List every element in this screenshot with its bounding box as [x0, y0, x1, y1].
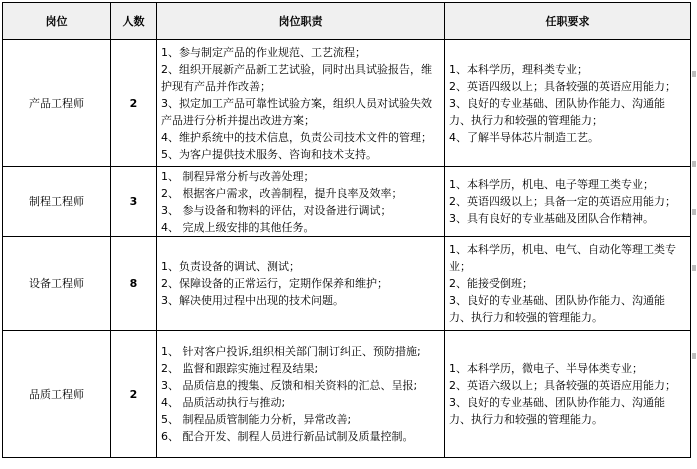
cell-resize-marker	[692, 209, 696, 215]
requirements-cell	[445, 331, 691, 458]
duty-item: 4、 品质活动执行与推动;	[161, 396, 286, 409]
requirement-item: 1、本科学历，理科类专业；	[449, 62, 588, 76]
duties-cell	[157, 167, 445, 237]
duty-item: 6、 配合开发、制程人员进行新品试制及质量控制。	[161, 430, 414, 443]
cell-resize-marker	[692, 353, 696, 359]
requirement-item: 3、良好的专业基础、团队协作能力、沟通能力、执行力和较强的管理能力。	[449, 396, 665, 426]
requirement-item: 1、本科学历，微电子、半导体类专业；	[449, 362, 643, 375]
table-row	[3, 331, 691, 458]
count-cell: 8	[111, 237, 157, 331]
header-requirements: 任职要求	[445, 3, 691, 40]
duty-item: 4、维护系统中的技术信息，负责公司技术文件的管理；	[161, 130, 432, 144]
duties-cell	[157, 237, 445, 331]
duty-item: 2、 监督和跟踪实施过程及结果;	[161, 362, 319, 375]
count-cell: 3	[111, 167, 157, 237]
requirement-item: 1、本科学历，机电、电气、自动化等理工类专业；	[449, 243, 676, 273]
header-position: 岗位	[3, 3, 111, 40]
duty-item: 2、 根据客户需求，改善制程，提升良率及效率；	[161, 186, 403, 200]
table-row	[3, 167, 691, 237]
position-cell: 品质工程师	[3, 331, 111, 458]
cell-resize-marker	[692, 161, 696, 167]
header-count: 人数	[111, 3, 157, 40]
position-cell: 产品工程师	[3, 40, 111, 167]
requirement-item: 3、良好的专业基础、团队协作能力、沟通能力、执行力和较强的管理能力。	[449, 294, 665, 324]
duty-item: 2、保障设备的正常运行，定期作保养和维护；	[161, 277, 388, 290]
requirement-item: 3、具有良好的专业基础及团队合作精神。	[449, 212, 654, 225]
requirement-item: 2、英语四级以上；具备一定的英语应用能力；	[449, 195, 676, 208]
requirement-item: 2、英语六级以上；具备较强的英语应用能力；	[449, 379, 676, 392]
duty-item: 5、 制程品质管制能力分析，异常改善;	[161, 413, 352, 426]
table-row	[3, 40, 691, 167]
requirements-cell	[445, 40, 691, 167]
requirement-item: 3、良好的专业基础、团队协作能力、沟通能力、执行力和较强的管理能力；	[449, 96, 665, 127]
duty-item: 2、组织开展新产品新工艺试验，同时出具试验报告，维护现有产品并作改善；	[161, 62, 432, 93]
duty-item: 3、解决使用过程中出现的技术问题。	[161, 294, 344, 307]
duties-cell	[157, 40, 445, 167]
header-duties: 岗位职责	[157, 3, 445, 40]
duty-item: 1、参与制定产品的作业规范、工艺流程；	[161, 45, 366, 59]
job-table	[2, 2, 691, 458]
table-row	[3, 237, 691, 331]
requirement-item: 2、能接受倒班；	[449, 277, 533, 290]
duty-item: 1、 针对客户投诉,组织相关部门制订纠正、预防措施;	[161, 345, 421, 358]
table-header-row	[3, 3, 691, 40]
duty-item: 1、 制程异常分析与改善处理；	[161, 169, 315, 183]
requirement-item: 4、了解半导体芯片制造工艺。	[449, 130, 599, 144]
position-cell: 制程工程师	[3, 167, 111, 237]
duty-item: 3、 品质信息的搜集、反馈和相关资料的汇总、呈报;	[161, 379, 418, 392]
position-cell: 设备工程师	[3, 237, 111, 331]
cell-resize-marker	[692, 71, 696, 77]
duty-item: 3、 参与设备和物料的评估，对设备进行调试；	[161, 203, 392, 217]
requirements-cell	[445, 237, 691, 331]
count-cell: 2	[111, 40, 157, 167]
requirement-item: 1、本科学历，机电、电子等理工类专业；	[449, 178, 654, 191]
count-cell: 2	[111, 331, 157, 458]
requirement-item: 2、英语四级以上；具备较强的英语应用能力；	[449, 79, 676, 93]
duty-item: 1、负责设备的调试、测试；	[161, 260, 300, 273]
duty-item: 5、为客户提供技术服务、咨询和技术支持。	[161, 147, 377, 161]
duty-item: 4、 完成上级安排的其他任务。	[161, 220, 315, 234]
cell-resize-marker	[692, 265, 696, 271]
requirements-cell	[445, 167, 691, 237]
duty-item: 3、拟定加工产品可靠性试验方案，组织人员对试验失效产品进行分析并提出改进方案；	[161, 96, 432, 127]
duties-cell	[157, 331, 445, 458]
